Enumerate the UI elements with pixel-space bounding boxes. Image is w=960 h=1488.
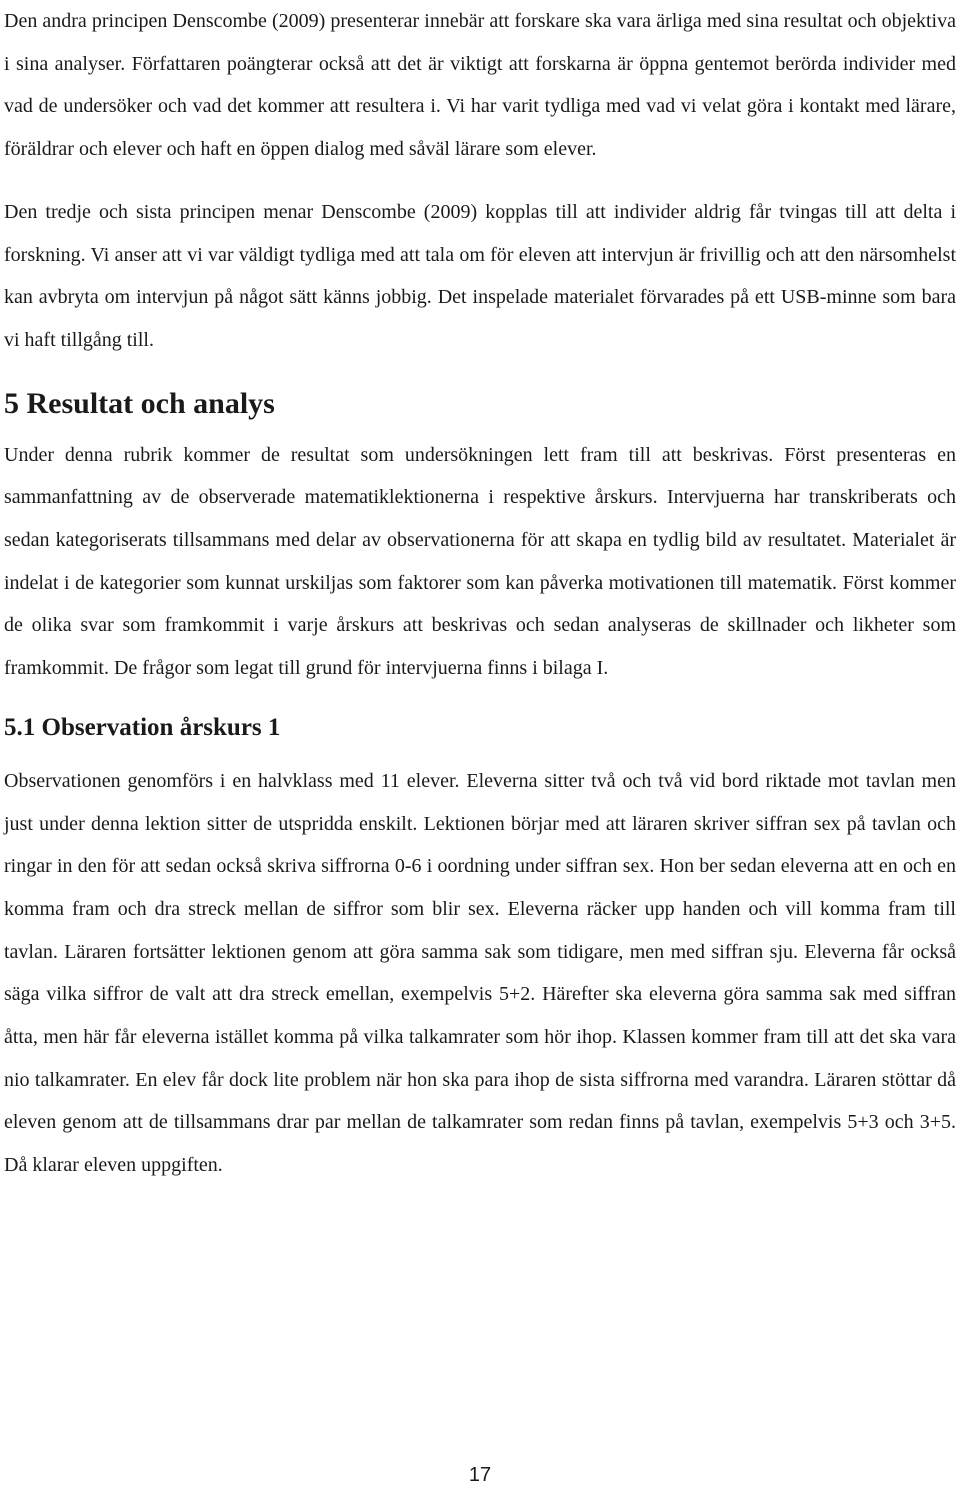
paragraph-observation: Observationen genomförs i en halvklass med 11 elever. Eleverna sitter två och två vid bord riktade mot tavlan men just under denna lektion sitter de utspridda enskilt. Lektionen börjar med att läraren skriver siffran sex på tavlan och ringar in den för att sedan också skriva siffrorna 0-6 i oordning under siffran sex. Hon ber sedan eleverna att en och en komma fram och dra streck mellan de siffror som blir sex. Eleverna räcker upp handen och vill komma fram till tavlan. Läraren fortsätter lektionen genom att göra samma sak som tidigare, men med siffran sju. Eleverna får också säga vilka siffror de valt att dra streck emellan, exempelvis 5+2. Härefter ska eleverna göra samma sak med siffran åtta, men här får eleverna istället komma på vilka talkamrater som hör ihop. Klassen kommer fram till att det ska vara nio talkamrater. En elev får dock lite problem när hon ska para ihop de sista siffrorna med varandra. Läraren stöttar då eleven genom att de tillsammans drar par mellan de talkamrater som redan finns på tavlan, exempelvis 5+3 och 3+5. Då klarar eleven uppgiften. — [4, 769, 956, 1177]
heading-spacer — [4, 424, 956, 434]
paragraph-spacer — [4, 171, 956, 191]
section-spacer — [4, 362, 956, 384]
subsection-spacer — [4, 690, 956, 710]
page-number: 17 — [468, 1464, 492, 1486]
page-content — [4, 0, 956, 1187]
subsection-heading-observation: 5.1 Observation årskurs 1 — [4, 713, 281, 741]
paragraph-second-principle: Den andra principen Denscombe (2009) presenterar innebär att forskare ska vara ärliga med sina resultat och objektiva i sina analyser. Författaren poängterar också att det är viktigt att forskarna är öppna gentemot berörda individer med vad de undersöker och vad det kommer att resultera i. Vi har varit tydliga med vad vi velat göra i kontakt med lärare, föräldrar och elever och haft en öppen dialog med såväl lärare som elever. — [4, 10, 956, 161]
section-heading-results: 5 Resultat och analys — [4, 386, 275, 420]
paragraph-third-principle: Den tredje och sista principen menar Denscombe (2009) kopplas till att individer aldrig får tvingas till att delta i forskning. Vi anser att vi var väldigt tydliga med att tala om för eleven att intervjun är frivillig och att den närsomhelst kan avbryta om intervjun på något sätt känns jobbig. Det inspelade materialet förvarades på ett USB-minne som bara vi haft tillgång till. — [4, 200, 956, 351]
paragraph-results-intro: Under denna rubrik kommer de resultat som undersökningen lett fram till att beskrivas. Först presenteras en sammanfattning av de observerade matematiklektionerna i respektive årskurs. Intervjuerna har transkriberats och sedan kategoriserats tillsammans med delar av observationerna för att skapa en tydlig bild av resultatet. Materialet är indelat i de kategorier som kunnat urskiljas som faktorer som kan påverka motivationen till matematik. Först kommer de olika svar som framkommit i varje årskurs att beskrivas och sedan analyseras de skillnader och likheter som framkommit. De frågor som legat till grund för intervjuerna finns i bilaga I. — [4, 443, 956, 680]
subheading-spacer — [4, 746, 956, 760]
